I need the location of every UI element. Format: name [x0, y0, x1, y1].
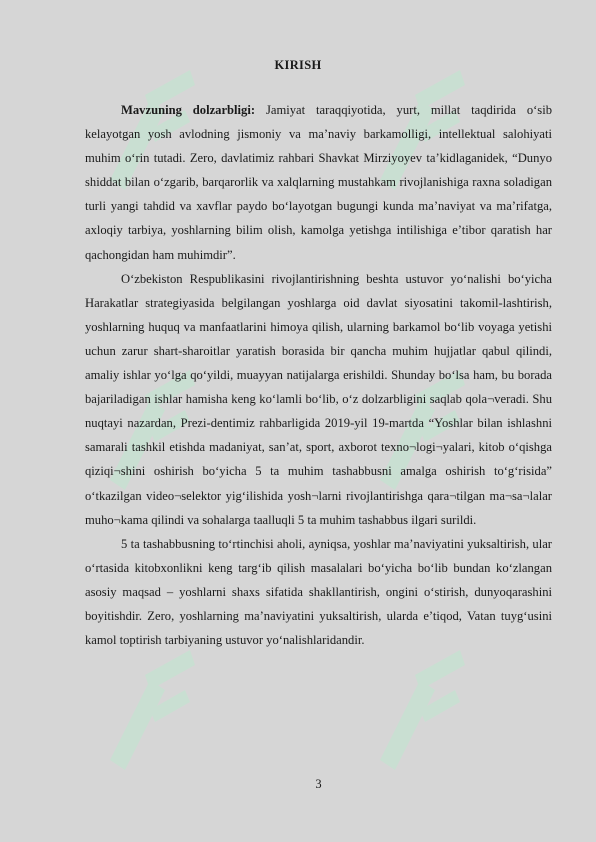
page-title: KIRISH	[274, 58, 322, 72]
paragraph-text: O‘zbekiston Respublikasini rivojlantirishning beshta ustuvor yo‘nalishi bo‘yicha Harakatlar strategiyasida belgilangan yoshlarga oid davlat siyosatini takomil-lashtirish, yoshlarning huquq va manfaatlarini himoya qilish, ularning barkamol bo‘lib voyaga yetishi uchun zarur shart-sharoitlar yaratish borasida bir qancha muhim hujjatlar qabul qilindi, amaliy ishlar yo‘lga qo‘yildi, muayyan natijalarga erishildi. Shunday bo‘lsa ham, bu borada bajariladigan ishlar hamisha keng ko‘lamli bo‘lib, o‘z dolzarbligini saqlab qola¬veradi. Shu nuqtayi nazardan, Prezi-dentimiz rahbarligida 2019-yil 19-martda “Yoshlar bilan ishlashni samarali tashkil etishda madaniyat, san’at, sport, axborot texno¬logi¬yalari, kitob o‘qishga qiziqi¬shini oshirish bo‘yicha 5 ta muhim tashabbusni amalga oshirish to‘g‘risida” o‘tkazilgan video¬selektor yig‘ilishida yosh¬larni rivojlantirishga qara¬tilgan ma¬sa¬lalar muho¬kama qilindi va sohalarga taalluqli 5 ta muhim tashabbus ilgari surildi.	[85, 271, 552, 527]
watermark-logo-icon	[90, 640, 210, 800]
paragraph	[85, 98, 552, 267]
document-body	[85, 98, 552, 652]
paragraph-lead: Mavzuning dolzarbligi:	[121, 103, 256, 117]
watermark-logo-icon	[360, 640, 480, 800]
paragraph	[85, 267, 552, 532]
paragraph-text: Jamiyat taraqqiyotida, yurt, millat taqdirida o‘sib kelayotgan yosh avlodning jismoniy va ma’naviy barkamolligi, intellektual salohiyati muhim o‘rin tutadi. Zero, davlatimiz rahbari Shavkat Mirziyoyev ta’kidlaganidek, “Dunyo shiddat bilan o‘zgarib, barqarorlik va xalqlarning mustahkam rivojlanishiga raxna soladigan turli yangi tahdid va xavflar paydo bo‘layotgan bugungi kunda ma’naviyat va ma’rifatga, axloqiy tarbiya, yoshlarning bilim olish, kamolga yetishga intilishiga e’tibor qaratish har qachongidan ham muhimdir”.	[85, 103, 553, 262]
page-number: 3	[315, 777, 322, 791]
paragraph	[85, 532, 552, 652]
paragraph-text: 5 ta tashabbusning to‘rtinchisi aholi, ayniqsa, yoshlar ma’naviyatini yuksaltirish, ular o‘rtasida kitobxonlikni keng targ‘ib qilish masalalari bo‘yicha bo‘lib bundan ko‘zlangan asosiy maqsad – yoshlarni shaxs sifatida shakllantirish, ongini o‘stirish, dunyoqarashini boyitishdir. Zero, yoshlarning ma’naviyatini yuksaltirish, ularda e’tiqod, Vatan tuyg‘usini kamol toptirish tarbiyaning ustuvor yo‘nalishlaridandir.	[85, 536, 552, 648]
